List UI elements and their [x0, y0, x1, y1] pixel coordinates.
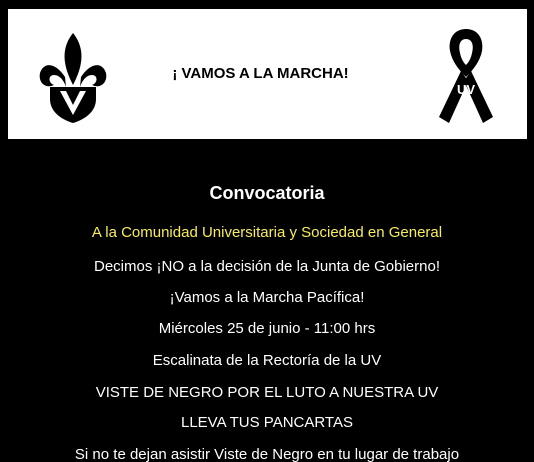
banners-line: LLEVA TUS PANCARTAS	[180, 414, 353, 431]
workplace-line: Si no te dejan asistir Viste de Negro en tu lugar de trabajo	[74, 446, 460, 462]
location-line: Escalinata de la Rectoría de la UV	[152, 352, 382, 369]
black-mourning-ribbon-icon	[436, 25, 496, 127]
date-time-line: Miércoles 25 de junio - 11:00 hrs	[158, 320, 376, 337]
statement-line: Decimos ¡NO a la decisión de la Junta de Gobierno!	[93, 258, 440, 275]
march-call-line: ¡Vamos a la Marcha Pacífica!	[169, 289, 365, 306]
announcement-heading: Convocatoria	[209, 183, 325, 203]
dress-code-line: VISTE DE NEGRO POR EL LUTO A NUESTRA UV	[95, 384, 439, 401]
ribbon-label: UV	[456, 82, 476, 97]
banner-title: ¡ VAMOS A LA MARCHA!	[172, 65, 349, 82]
header-banner	[8, 9, 527, 139]
audience-line: A la Comunidad Universitaria y Sociedad en General	[91, 224, 443, 241]
